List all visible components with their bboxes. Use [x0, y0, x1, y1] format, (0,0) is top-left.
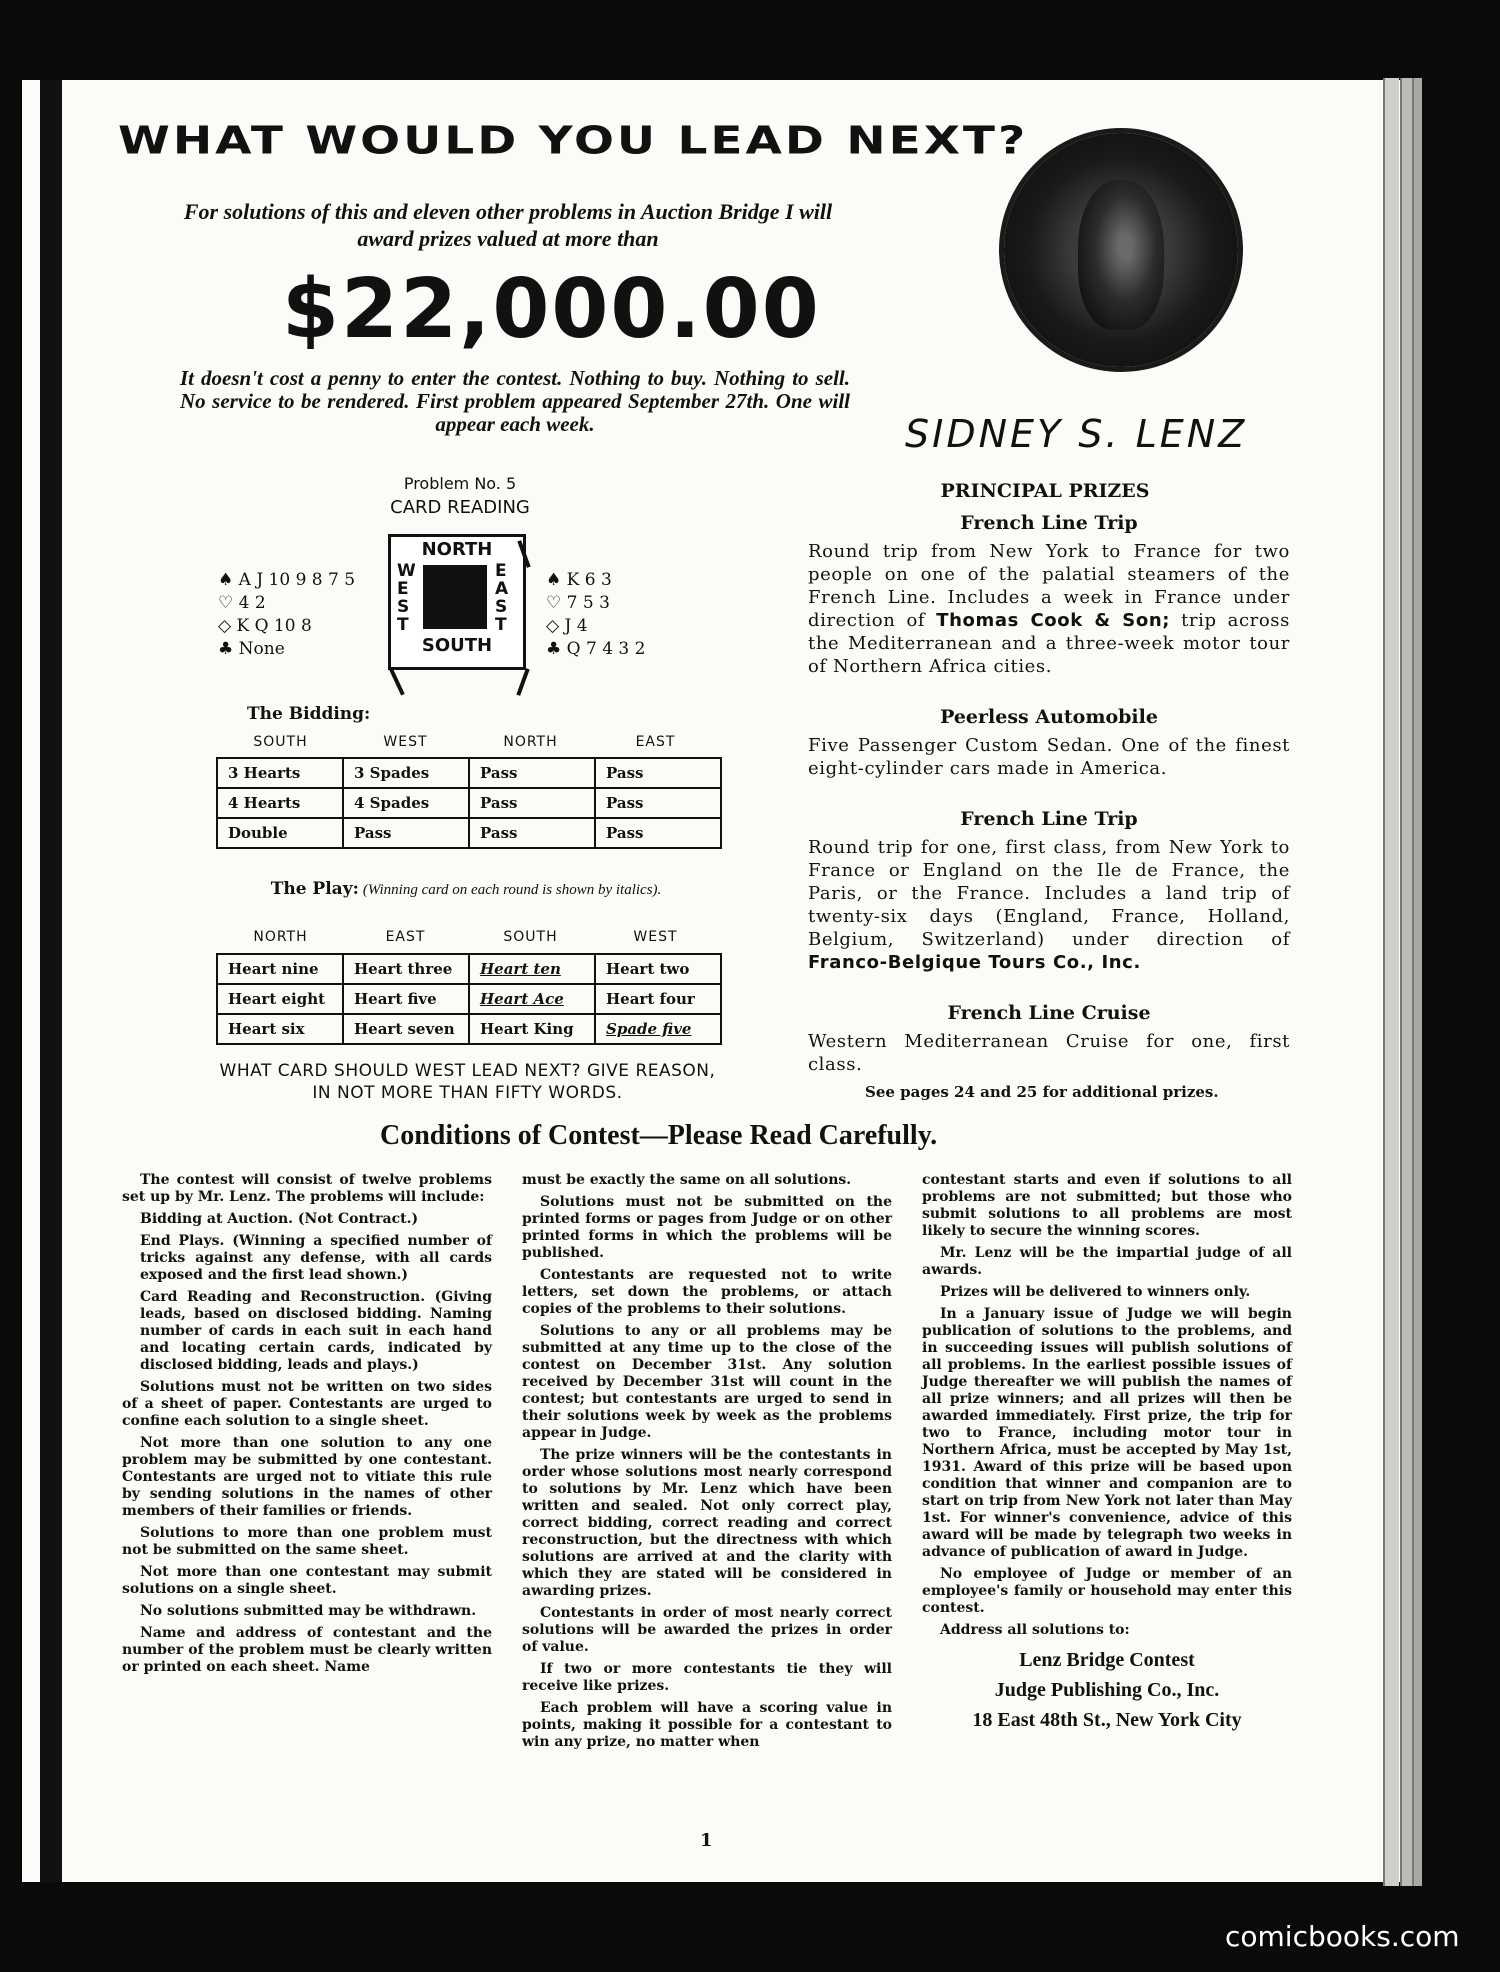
see-pages-note: See pages 24 and 25 for additional prizes. — [865, 1083, 1219, 1101]
play-table — [216, 953, 722, 1045]
hand-suit-hearts: ♡ 7 5 3 — [546, 593, 610, 613]
page-edge — [1400, 78, 1412, 1886]
prize-description: Western Mediterranean Cruise for one, first class. — [808, 1031, 1290, 1075]
prize-title: French Line Cruise — [947, 1002, 1151, 1024]
prize-description: Round trip for one, first class, from New York to France or England on the Ile de France, the Paris, or the France. Includes a land trip of twenty-six days (England, France, Holland, Belgium, Switzerland) under direction of Franco-Belgique Tours Co., Inc. — [808, 837, 1290, 973]
prize-description: Round trip from New York to France for two people on one of the palatial steamers of the French Line. Includes a week in France under direction of Thomas Cook & Son; trip across the Mediterranean and a three-week motor tour of Northern Africa cities. — [808, 541, 1290, 677]
hand-suit-spades: ♠ K 6 3 — [546, 570, 612, 590]
prize-title: French Line Trip — [960, 808, 1138, 830]
contest-question: WHAT CARD SHOULD WEST LEAD NEXT? GIVE REASON, IN NOT MORE THAN FIFTY WORDS. — [219, 1061, 716, 1103]
page-number: 1 — [700, 1830, 713, 1851]
headline: WHAT WOULD YOU LEAD NEXT? — [118, 118, 1029, 164]
hand-suit-diamonds: ◇ J 4 — [546, 616, 588, 636]
conditions-column-2: must be exactly the same on all solutions. Solutions must not be submitted on the printed forms or pages from Judge or on other printed forms in which the problems will be published. Contestants are requested not to write letters, set down the problems, or attach copies of the problems to their solutions. Solutions to any or all problems may be submitted at any time up to the close of the contest on December 31st. Any solution received by December 31st will count in the contest; but contestants are urged to send in their solutions week by week as the problems appear in Judge. The prize winners will be the contestants in order whose solutions most nearly correspond to solutions by Mr. Lenz which have been written and sealed. Not only correct play, correct bidding, correct reading and correct reconstruction, but the directness with which solutions are arrived at and the clarity with which they are stated will be considered in awarding prizes. Contestants in order of most nearly correct solutions will be awarded the prizes in order of value. If two or more contestants tie they will receive like prizes. Each problem will have a scoring value in points, making it possible for a contestant to win any prize, no matter when — [522, 1172, 892, 1750]
bidding-table — [216, 757, 722, 849]
table-north-label: NORTH — [421, 539, 493, 560]
author-signature: SIDNEY S. LENZ — [905, 412, 1248, 456]
binding-spine — [40, 80, 62, 1882]
prize-title: Peerless Automobile — [940, 706, 1158, 728]
prize-title: French Line Trip — [960, 512, 1138, 534]
table-row: Double Pass Pass Pass — [217, 818, 721, 848]
portrait-face — [1078, 180, 1164, 330]
east-hand — [546, 569, 645, 661]
play-note: (Winning card on each round is shown by italics). — [362, 882, 662, 898]
hand-suit-clubs: ♣ Q 7 4 3 2 — [546, 639, 646, 659]
table-south-label: SOUTH — [421, 635, 493, 656]
table-east-label: E A S T — [495, 561, 509, 635]
intro-text: For solutions of this and eleven other problems in Auction Bridge I will award prizes valued at more than — [183, 199, 833, 251]
bidding-label: The Bidding: — [247, 704, 371, 724]
page-edge — [1412, 78, 1422, 1886]
hand-suit-hearts: ♡ 4 2 — [218, 593, 266, 613]
problem-type: CARD READING — [390, 497, 530, 518]
play-label-block — [246, 880, 686, 900]
conditions-column-1: The contest will consist of twelve problems set up by Mr. Lenz. The problems will include: Bidding at Auction. (Not Contract.) End Plays. (Winning a specified number of tricks against any defense, with all cards exposed and the first lead shown.) Card Reading and Reconstruction. (Giving leads, based on disclosed bidding. Naming number of cards in each suit in each hand and locating certain cards, indicated by disclosed bidding, leads and plays.) Solutions must not be written on two sides of a sheet of paper. Contestants are urged to confine each solution to a single sheet. Not more than one solution to any one problem may be submitted by one contestant. Contestants are urged not to vitiate this rule by sending solutions in the names of other members of their families or friends. Solutions to more than one problem must not be submitted on the same sheet. Not more than one contestant may submit solutions on a single sheet. No solutions submitted may be withdrawn. Name and address of contestant and the number of the problem must be clearly written or printed on each sheet. Name — [122, 1172, 492, 1675]
table-row: Heart nine Heart three Heart ten Heart two — [217, 954, 721, 984]
contest-blurb: It doesn't cost a penny to enter the contest. Nothing to buy. Nothing to sell. No service to be rendered. First problem appeared September 27th. One will appear each week. — [180, 366, 850, 436]
table-center — [423, 565, 487, 629]
conditions-title: Conditions of Contest—Please Read Carefully. — [380, 1120, 938, 1151]
bidding-headers: SOUTH WEST NORTH EAST — [253, 734, 676, 750]
hand-suit-spades: ♠ A J 10 9 8 7 5 — [218, 570, 356, 590]
play-headers: NORTH EAST SOUTH WEST — [253, 929, 678, 945]
conditions-column-3: contestant starts and even if solutions to all problems are not submitted; but those who submit solutions to all problems are most likely to secure the winning scores. Mr. Lenz will be the impartial judge of all awards. Prizes will be delivered to winners only. In a January issue of Judge we will begin publication of solutions to the problems, and in succeeding issues will publish solutions of all problems. In the earliest possible issues of Judge thereafter we will publish the names of all prize winners; and all prizes will then be awarded immediately. First prize, the trip for two to France, including motor tour in Northern Africa, must be accepted by May 1st, 1931. Award of this prize will be based upon condition that winner and companion are to start on trip from New York not later than May 1st. For winner's convenience, advice of this award will be made by telegraph two weeks in advance of publication of award in Judge. No employee of Judge or member of an employee's family or household may enter this contest. Address all solutions to: Lenz Bridge Contest Judge Publishing Co., Inc. 18 East 48th St., New York City — [922, 1172, 1292, 1735]
page-edge — [1383, 78, 1399, 1886]
site-watermark: comicbooks.com — [1225, 1920, 1460, 1953]
table-row: Heart eight Heart five Heart Ace Heart four — [217, 984, 721, 1014]
prize-list — [808, 510, 1290, 1076]
table-row: 4 Hearts 4 Spades Pass Pass — [217, 788, 721, 818]
hand-suit-diamonds: ◇ K Q 10 8 — [218, 616, 312, 636]
table-row: Heart six Heart seven Heart King Spade five — [217, 1014, 721, 1044]
problem-number: Problem No. 5 — [403, 474, 517, 493]
table-row: 3 Hearts 3 Spades Pass Pass — [217, 758, 721, 788]
prize-amount: $22,000.00 — [282, 262, 821, 357]
west-hand — [218, 569, 355, 661]
hand-suit-clubs: ♣ None — [218, 639, 285, 659]
table-west-label: W E S T — [397, 561, 416, 635]
mailing-address: Lenz Bridge Contest Judge Publishing Co., Inc. 18 East 48th St., New York City — [972, 1649, 1242, 1731]
play-label: The Play: — [270, 879, 359, 899]
principal-prizes-heading: PRINCIPAL PRIZES — [940, 480, 1150, 502]
prize-description: Five Passenger Custom Sedan. One of the finest eight-cylinder cars made in America. — [808, 735, 1290, 779]
problem-title — [370, 472, 550, 520]
